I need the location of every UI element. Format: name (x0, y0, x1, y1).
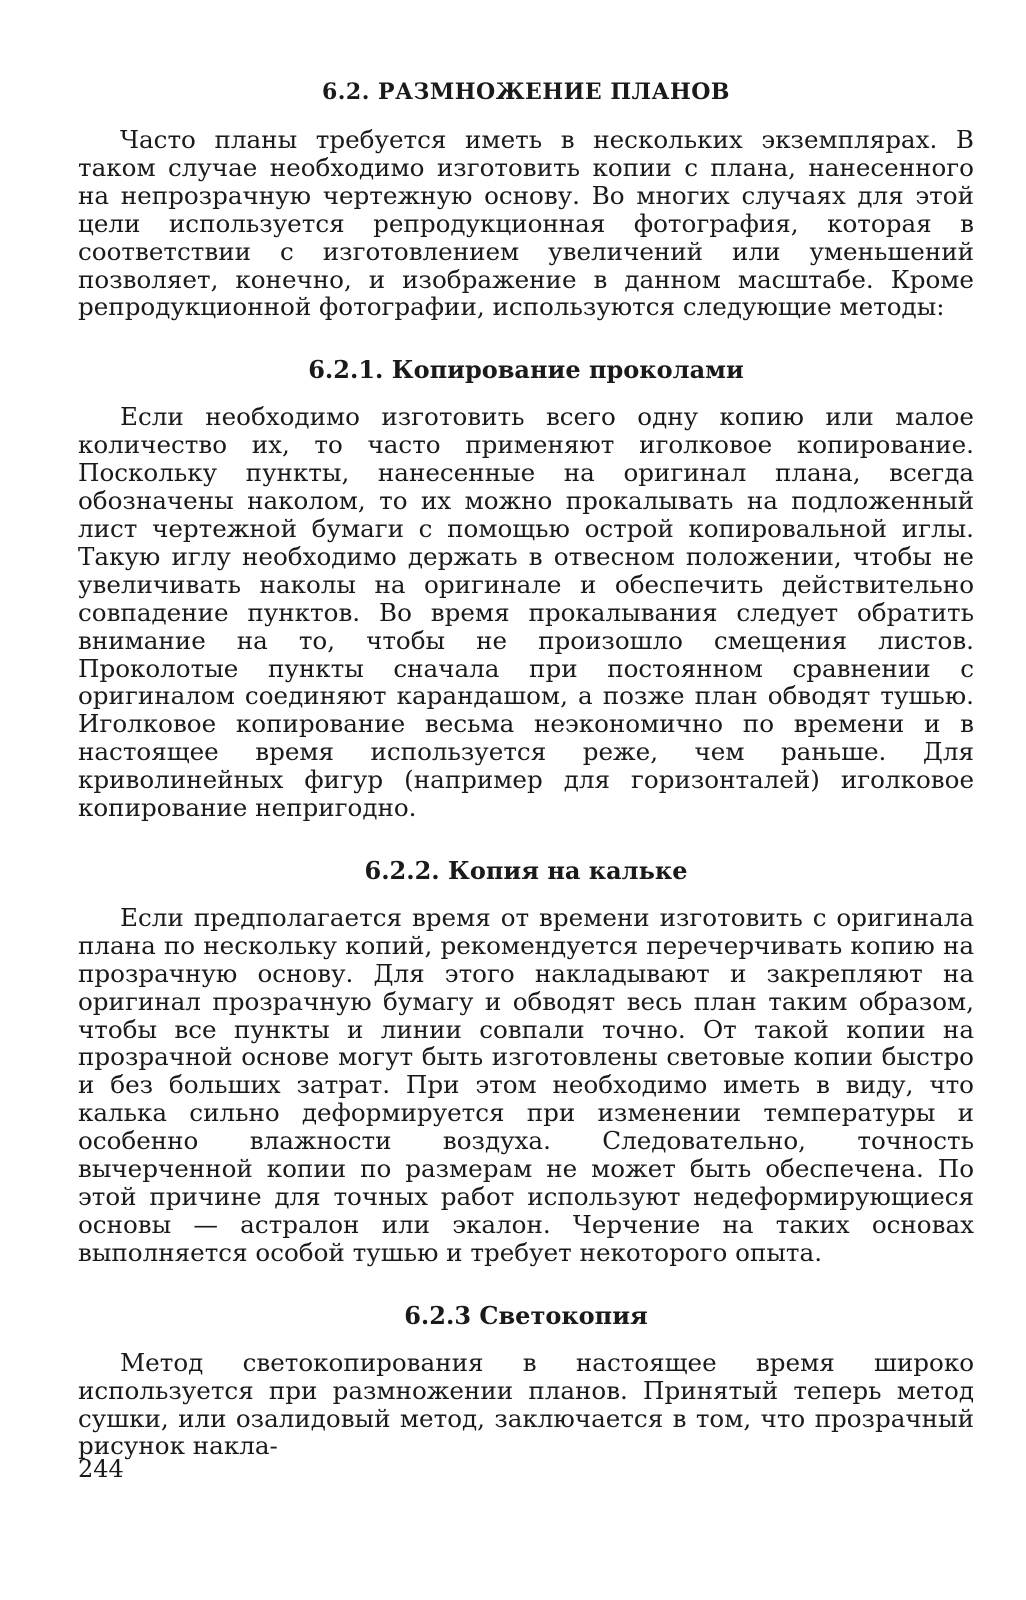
subsection-title-6-2-1: 6.2.1. Копирование проколами (308, 355, 744, 385)
paragraph-6-2-1: Если необходимо изготовить всего одну копию или малое количество их, то часто применяют иголковое копирование. Поскольку пункты, нанесенные на оригинал плана, всегда обозначены наколом, то их можно прокалывать на подложенный лист чертежной бумаги с помощью острой копировальной иглы. Такую иглу необходимо держать в отвесном положении, чтобы не увеличивать наколы на оригинале и обеспечить действительно совпадение пунктов. Во время прокалывания следует обратить внимание на то, чтобы не произошло смещения листов. Проколотые пункты сначала при постоянном сравнении с оригиналом соединяют карандашом, а позже план обводят тушью. Иголковое копирование весьма неэкономично по времени и в настоящее время используется реже, чем раньше. Для криволинейных фигур (например для горизонталей) иголковое копирование непригодно. (78, 402, 974, 823)
subsection-title-6-2-3: 6.2.3 Светокопия (404, 1300, 648, 1330)
intro-paragraph: Часто планы требуется иметь в нескольких экземплярах. В таком случае необходимо изготовить копии с плана, нанесенного на непрозрачную чертежную основу. Во многих случаях для этой цели используется репродукционная фотография, которая в соответствии с изготовлением увеличений или уменьшений позволяет, конечно, и изображение в данном масштабе. Кроме репродукционной фотографии, используются следующие методы: (78, 125, 974, 322)
page-number: 244 (78, 1455, 124, 1483)
paragraph-6-2-3: Метод светокопирования в настоящее время широко используется при размножении планов. Принятый теперь метод сушки, или озалидовый метод, заключается в том, что прозрачный рисунок накла- (78, 1347, 974, 1461)
subsection-title-6-2-2: 6.2.2. Копия на кальке (364, 855, 688, 885)
page-content (78, 78, 974, 1460)
section-title: 6.2. РАЗМНОЖЕНИЕ ПЛАНОВ (321, 79, 731, 105)
paragraph-6-2-2: Если предполагается время от времени изготовить с оригинала плана по нескольку копий, рекомендуется перечерчивать копию на прозрачную основу. Для этого накладывают и закрепляют на оригинал прозрачную бумагу и обводят весь план таким образом, чтобы все пункты и линии совпали точно. От такой копии на прозрачной основе могут быть изготовлены световые копии быстро и без больших затрат. При этом необходимо иметь в виду, что калька сильно деформируется при изменении температуры и особенно влажности воздуха. Следовательно, точность вычерченной копии по размерам не может быть обеспечена. По этой причине для точных работ используют недеформирующиеся основы — астралон или экалон. Черчение на таких основах выполняется особой тушью и требует некоторого опыта. (78, 902, 974, 1267)
